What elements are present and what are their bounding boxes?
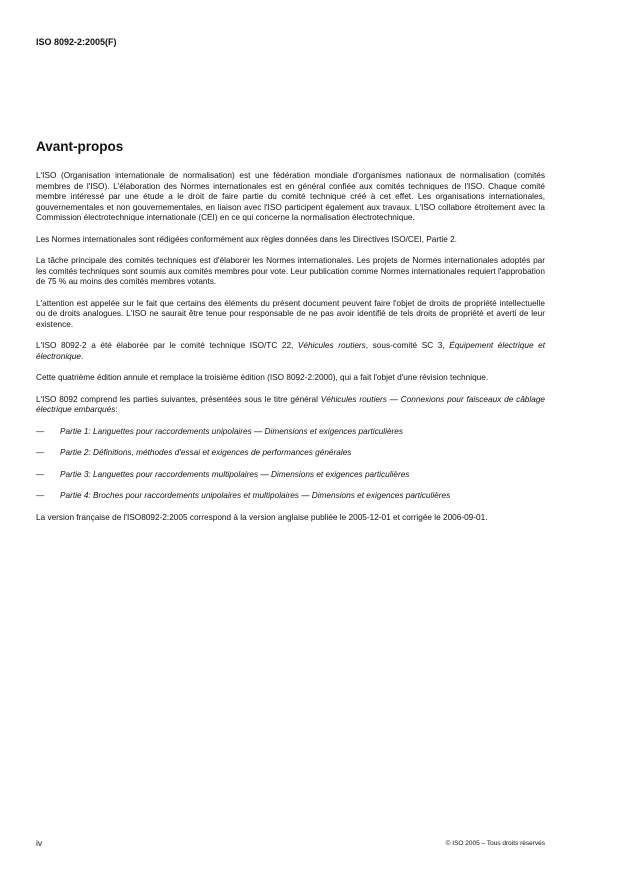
general-title: Véhicules routiers — Connexions pour faisceaux de câblage électrique embarqués — [36, 394, 545, 414]
foreword-body — [36, 171, 545, 534]
paragraph — [36, 341, 545, 362]
list-item — [36, 491, 545, 502]
dash-bullet: — — [36, 491, 45, 500]
dash-bullet: — — [36, 448, 45, 457]
subcommittee-name: Équipement électrique et électronique — [36, 341, 546, 361]
text: , sous-comité SC 3, — [365, 341, 450, 350]
paragraph: L'ISO (Organisation internationale de normalisation) est une fédération mondiale d'organismes nationaux de normalisation (comités membres de l'ISO). L'élaboration des Normes internationales est en général confiée aux comités techniques de l'ISO. Chaque comité membre intéressé par une étude a le droit de faire partie du comité technique créé à cet effet. Les organisations internationales, gouvernementales et non gouvernementales, en liaison avec l'ISO participent également aux travaux. L'ISO collabore étroitement avec la Commission électrotechnique internationale (CEI) en ce qui concerne la normalisation électrotechnique. — [36, 171, 545, 222]
document-id-header: ISO 8092-2:2005(F) — [36, 37, 117, 47]
part-title: Partie 3: Languettes pour raccordements multipolaires — Dimensions et exigences particulières — [60, 469, 410, 479]
list-item — [36, 448, 545, 459]
page-number: iv — [36, 838, 43, 848]
paragraph: Cette quatrième édition annule et remplace la troisième édition (ISO 8092-2:2000), qui a fait l'objet d'une révision technique. — [36, 373, 489, 382]
part-title: Partie 2: Définitions, méthodes d'essai et exigences de performances générales — [60, 448, 352, 457]
dash-bullet: — — [36, 469, 45, 479]
part-title: Partie 1: Languettes pour raccordements unipolaires — Dimensions et exigences particulières — [60, 426, 404, 436]
paragraph: L'attention est appelée sur le fait que certains des éléments du présent document peuvent faire l'objet de droits de propriété intellectuelle ou de droits analogues. L'ISO ne saurait être tenue pour responsable de ne pas avoir identifié de tels droits de propriété et averti de leur existence. — [36, 298, 545, 329]
list-item — [36, 470, 545, 481]
paragraph: La tâche principale des comités techniques est d'élaborer les Normes internationales. Les projets de Normes internationales adoptés par les comités techniques sont soumis aux comités membres pour vote. Leur publication comme Normes internationales requiert l'approbation de 75 % au moins des comités membres votants. — [36, 256, 545, 286]
paragraph — [36, 395, 545, 416]
list-item — [36, 427, 545, 438]
copyright-notice: © ISO 2005 – Tous droits réservés — [445, 840, 545, 847]
text: L'ISO 8092-2 a été élaborée par le comité technique ISO/TC 22, — [36, 341, 298, 350]
paragraph: La version française de l'ISO8092-2:2005 correspond à la version anglaise publiée le 2005-12-01 et corrigée le 2006-09-01. — [36, 512, 488, 522]
page-title: Avant-propos — [36, 139, 124, 154]
dash-bullet: — — [36, 426, 45, 436]
committee-name: Véhicules routiers — [297, 341, 366, 350]
text: : — [115, 405, 118, 414]
text: L'ISO 8092 comprend les parties suivantes, présentées sous le titre général — [36, 394, 321, 404]
part-title: Partie 4: Broches pour raccordements unipolaires et multipolaires — Dimensions et exigences particulières — [60, 491, 451, 500]
text: . — [80, 351, 84, 361]
paragraph: Les Normes internationales sont rédigées conformément aux règles données dans les Directives ISO/CEI, Partie 2. — [36, 234, 457, 244]
